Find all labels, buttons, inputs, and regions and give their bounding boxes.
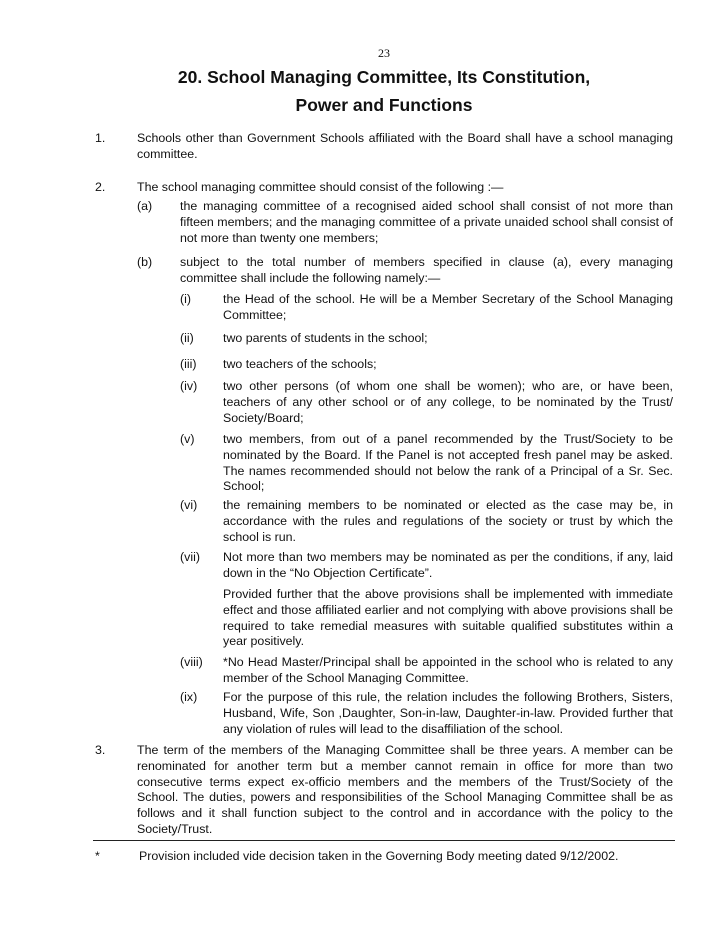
subclause-label-viii: (viii) — [180, 655, 203, 669]
page-number: 23 — [378, 46, 390, 60]
footnote-divider — [93, 840, 675, 841]
clause-label-b: (b) — [137, 255, 153, 269]
clause-text-b: subject to the total number of members specified in clause (a), every managing committee shall include the following namely:— — [180, 255, 673, 285]
clause-text-a: the managing committee of a recognised aided school shall consist of not more than fifteen members; and the managing committee of a private unaided school shall consist of not more than twenty one members; — [180, 199, 673, 245]
subclause-proviso-vii: Provided further that the above provisions shall be implemented with immediate effect and those affiliated earlier and not complying with above provisions shall be required to take remedial measures with suitable qualified substitutes within a year positively. — [223, 587, 673, 649]
clause-label-a: (a) — [137, 199, 153, 213]
subclause-text-iv: two other persons (of whom one shall be women); who are, or have been, teachers of any other school or of any college, to be nominated by the Trust/ Society/Board; — [223, 379, 673, 425]
item-number-1: 1. — [95, 131, 106, 145]
item-text-2: The school managing committee should consist of the following :— — [137, 180, 504, 194]
subclause-label-ii: (ii) — [180, 331, 194, 345]
subclause-label-i: (i) — [180, 292, 192, 306]
item-text-1: Schools other than Government Schools affiliated with the Board shall have a school managing committee. — [137, 131, 673, 161]
subclause-label-vi: (vi) — [180, 498, 198, 512]
item-number-3: 3. — [95, 743, 106, 757]
item-text-3: The term of the members of the Managing Committee shall be three years. A member can be renominated for another term but a member cannot remain in office for more than two consecutive terms expect ex-officio members and the members of the Trust/Society of the School. The duties, powers and responsibilities of the School Managing Committee shall be as follows and it shall function subject to the control and in accordance with the policy to the Society/Trust. — [137, 743, 673, 836]
subclause-text-ix: For the purpose of this rule, the relation includes the following Brothers, Sisters, Husband, Wife, Son ,Daughter, Son-in-law, Daughter-in-law. Provided further that any violation of rules will lead to the disaffiliation of the school. — [223, 690, 673, 736]
page-title-line-1: 20. School Managing Committee, Its Constitution, — [177, 67, 591, 87]
subclause-text-vii: Not more than two members may be nominated as per the conditions, if any, laid down in the “No Objection Certificate”. — [223, 550, 673, 580]
subclause-text-iii: two teachers of the schools; — [223, 357, 377, 371]
subclause-label-v: (v) — [180, 432, 195, 446]
subclause-text-vi: the remaining members to be nominated or elected as the case may be, in accordance with the rules and regulations of the society or trust by which the school is run. — [223, 498, 673, 544]
subclause-label-iii: (iii) — [180, 357, 197, 371]
subclause-text-viii: *No Head Master/Principal shall be appointed in the school who is related to any member of the School Managing Committee. — [223, 655, 673, 685]
subclause-label-ix: (ix) — [180, 690, 198, 704]
subclause-text-ii: two parents of students in the school; — [223, 331, 428, 345]
page-title-line-2: Power and Functions — [295, 95, 473, 115]
subclause-text-v: two members, from out of a panel recommended by the Trust/Society to be nominated by the Board. If the Panel is not accepted fresh panel may be asked. The names recommended should not below the rank of a Principal of a Sr. Sec. School; — [223, 432, 673, 494]
subclause-label-vii: (vii) — [180, 550, 200, 564]
footnote-mark: * — [95, 849, 100, 863]
subclause-label-iv: (iv) — [180, 379, 198, 393]
footnote-text: Provision included vide decision taken in the Governing Body meeting dated 9/12/2002. — [139, 849, 619, 863]
item-number-2: 2. — [95, 180, 106, 194]
subclause-text-i: the Head of the school. He will be a Member Secretary of the School Managing Committee; — [223, 292, 673, 322]
